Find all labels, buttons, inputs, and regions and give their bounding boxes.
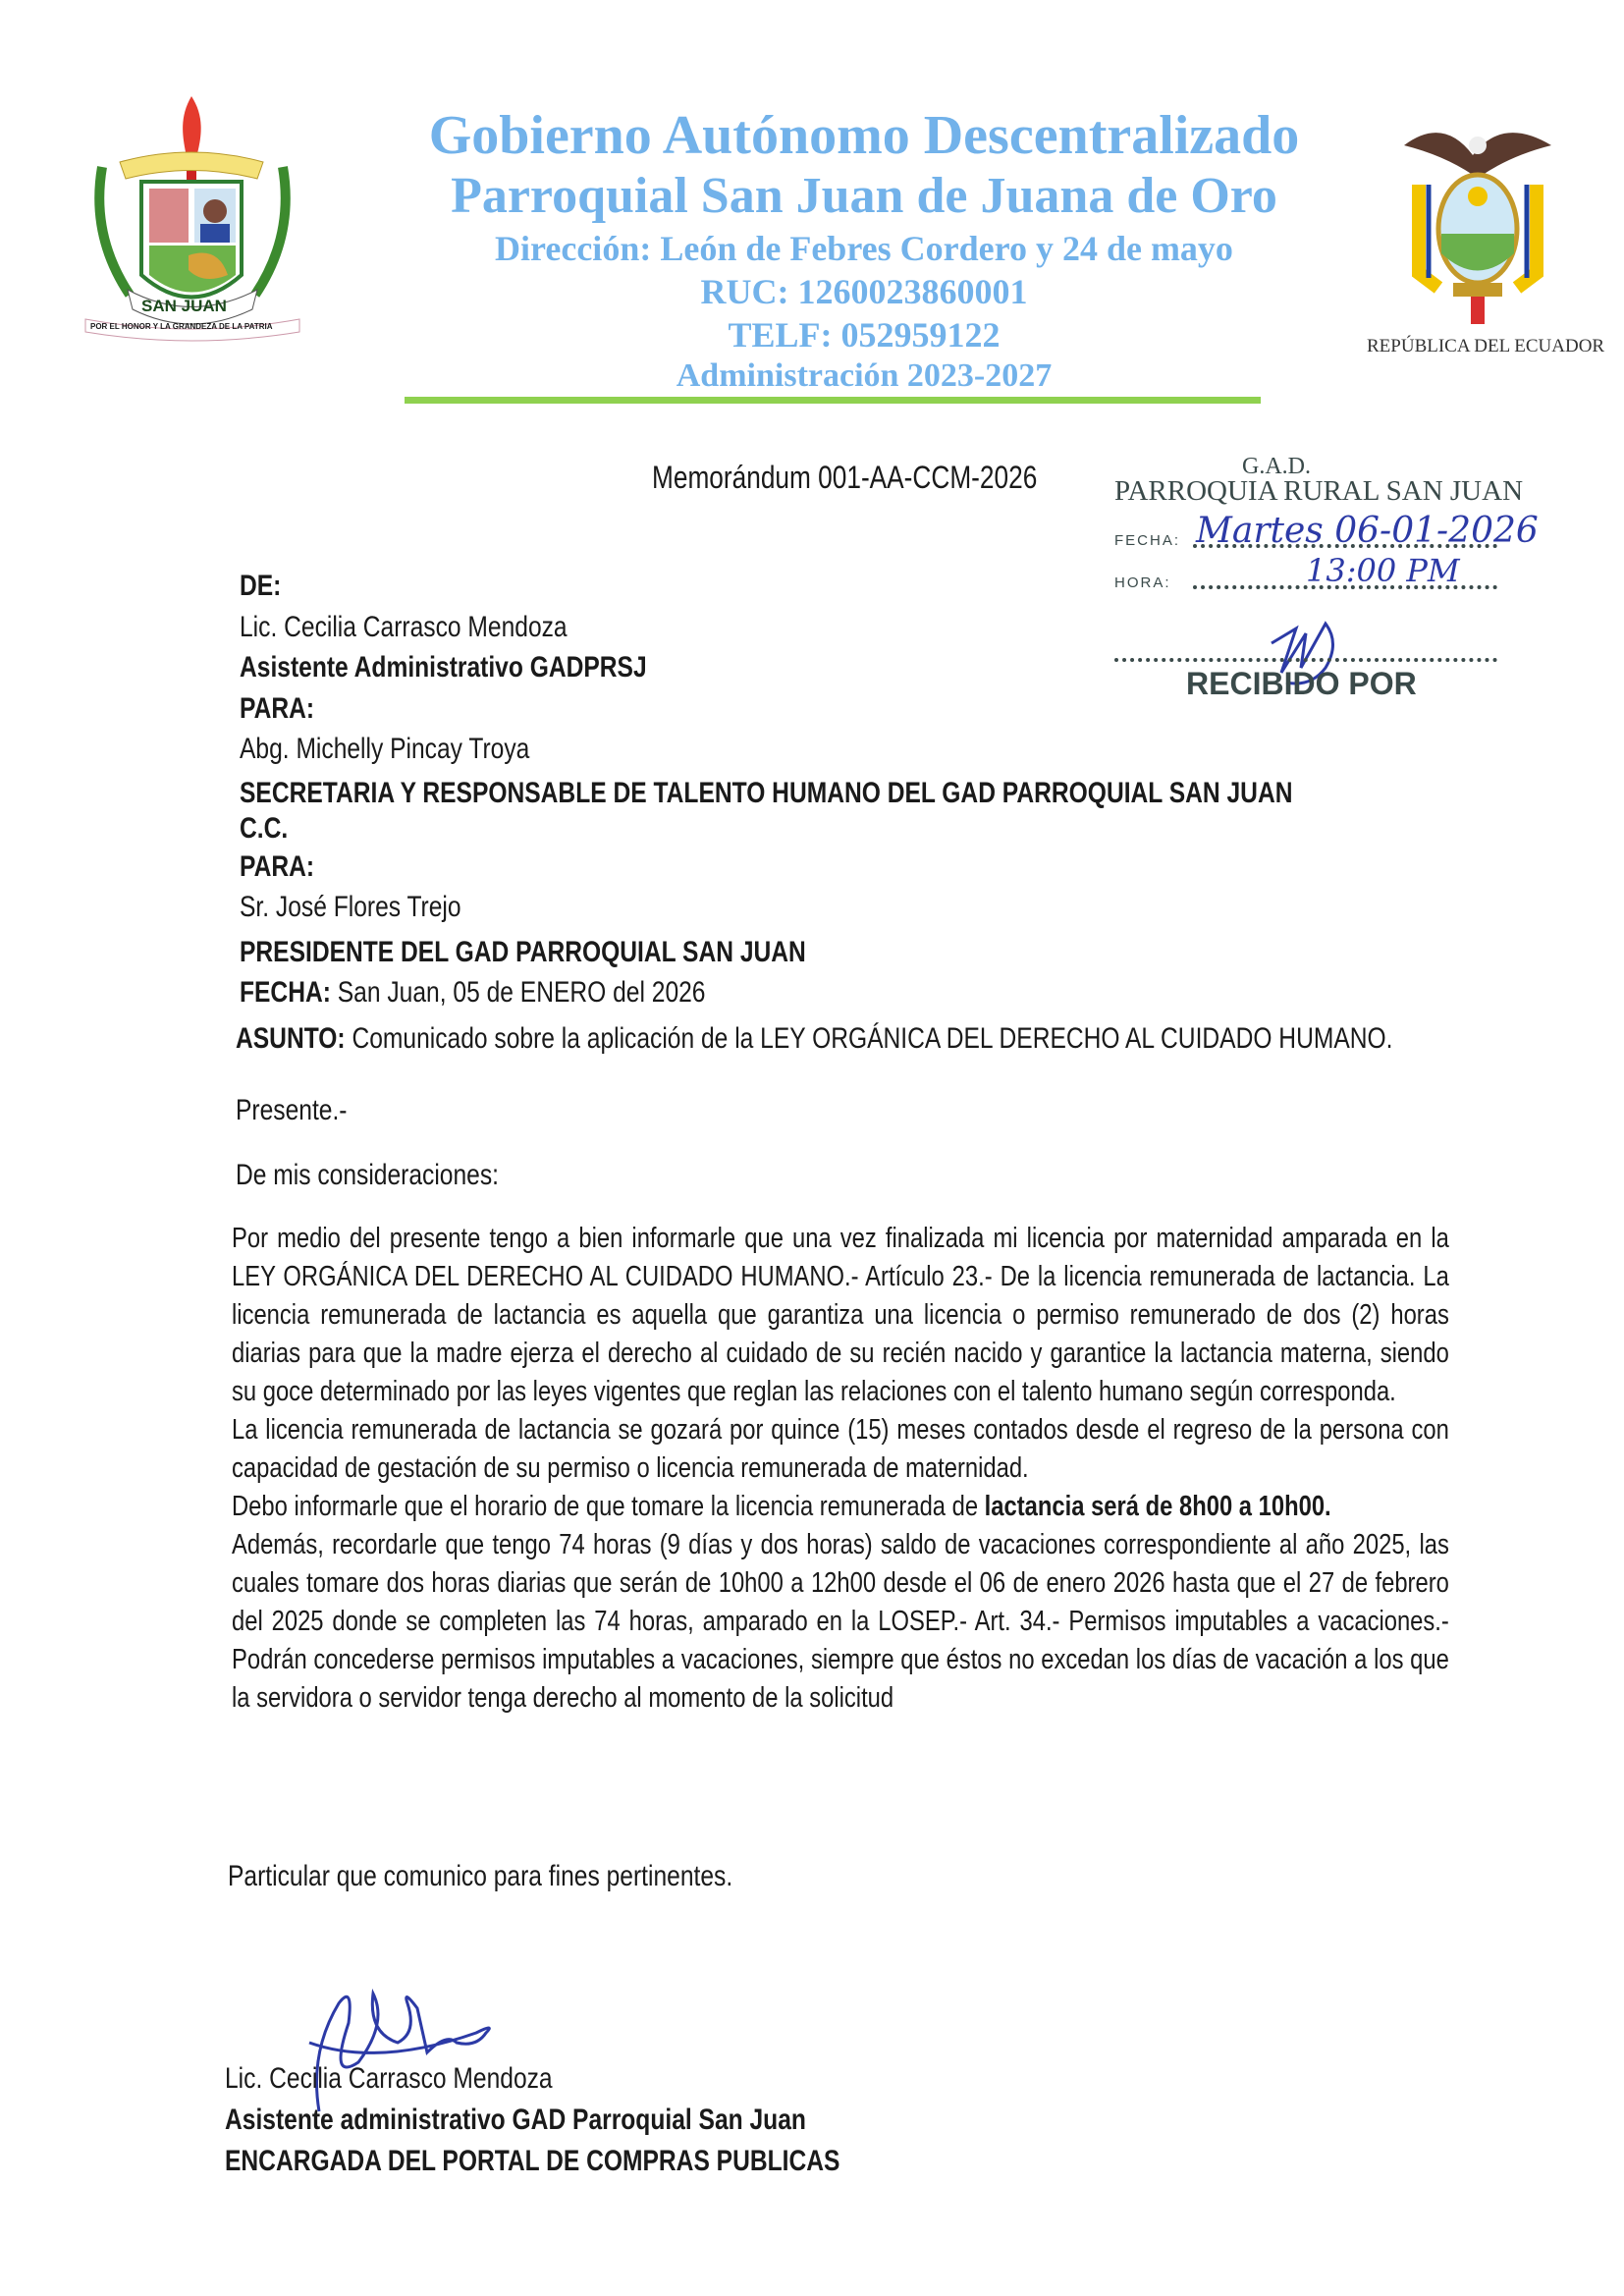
to-name: Abg. Michelly Pincay Troya bbox=[240, 733, 530, 765]
date-label: FECHA: bbox=[240, 976, 331, 1009]
subject-label: ASUNTO: bbox=[236, 1022, 346, 1055]
letterhead-title-line2: Parroquial San Juan de Juana de Oro bbox=[451, 168, 1277, 224]
cc-title: PRESIDENTE DEL GAD PARROQUIAL SAN JUAN bbox=[240, 935, 806, 968]
body-paragraph-4: Además, recordarle que tengo 74 horas (9 días y dos horas) saldo de vacaciones correspondiente al año 2025, las cuales tomare dos horas diarias que serán de 10h00 a 12h00 desde el 06 de enero 2026 hasta que el 27 de febrero del 2025 donde se completen las 74 horas, amparado en la LOSEP.- Art. 34.- Permisos imputables a vacaciones.- Podrán concederse permisos imputables a vacaciones, siempre que éstos no excedan los días de vacación a los que la servidora o servidor tenga derecho al momento de la solicitud bbox=[232, 1529, 1449, 1714]
greeting: De mis consideraciones: bbox=[236, 1159, 499, 1191]
signer-role: ENCARGADA DEL PORTAL DE COMPRAS PUBLICAS bbox=[225, 2145, 840, 2177]
cc-label: C.C. bbox=[240, 811, 289, 845]
presente: Presente.- bbox=[236, 1094, 348, 1126]
body-paragraph-3-bold: lactancia será de 8h00 a 10h00. bbox=[984, 1491, 1331, 1522]
body-paragraph-1: Por medio del presente tengo a bien informarle que una vez finalizada mi licencia por maternidad amparada en la LEY ORGÁNICA DEL DERECHO AL CUIDADO HUMANO.- Artículo 23.- De la licencia remunerada de lactancia. La licencia remunerada de lactancia es aquella que garantiza una licencia o permiso remunerado de dos (2) horas diarias para que la madre ejerza el derecho al cuidado de su recién nacido y garantice la lactancia materna, siendo su goce determinado por las leyes vigentes que reglan las relaciones con el talento humano según corresponda. bbox=[232, 1223, 1449, 1407]
crest-banner-text: SAN JUAN bbox=[141, 297, 227, 315]
subject-value: Comunicado sobre la aplicación de la LEY ORGÁNICA DEL DERECHO AL CUIDADO HUMANO. bbox=[352, 1022, 1393, 1055]
stamp-gad: G.A.D. bbox=[1242, 454, 1311, 479]
from-label: DE: bbox=[240, 570, 282, 602]
crest-motto-text: POR EL HONOR Y LA GRANDEZA DE LA PATRIA bbox=[90, 322, 273, 331]
letterhead-administration: Administración 2023-2027 bbox=[676, 357, 1053, 394]
stamp-date-value: Martes 06-01-2026 bbox=[1196, 511, 1539, 551]
memo-body bbox=[232, 1220, 1449, 1718]
from-name: Lic. Cecilia Carrasco Mendoza bbox=[240, 610, 568, 643]
stamp-time-value: 13:00 PM bbox=[1306, 552, 1460, 589]
parish-crest-logo bbox=[81, 88, 304, 344]
memo-number: Memorándum 001-AA-CCM-2026 bbox=[652, 460, 1038, 495]
body-paragraph-3 bbox=[232, 1488, 1449, 1526]
ecuador-coat-of-arms bbox=[1394, 116, 1561, 327]
letterhead-phone: TELF: 052959122 bbox=[728, 315, 1001, 355]
letterhead-divider bbox=[405, 397, 1261, 404]
stamp-received-by: RECIBIDO POR bbox=[1186, 666, 1417, 701]
stamp-date-label: FECHA: bbox=[1114, 532, 1181, 549]
memo-header-fields bbox=[240, 566, 1292, 1013]
letterhead-address: Dirección: León de Febres Cordero y 24 de mayo bbox=[495, 229, 1233, 268]
to-label: PARA: bbox=[240, 691, 315, 725]
from-title: Asistente Administrativo GADPRSJ bbox=[240, 651, 647, 683]
cc-to-label: PARA: bbox=[240, 849, 315, 883]
signer-name: Lic. Cecilia Carrasco Mendoza bbox=[225, 2062, 553, 2095]
signature-block bbox=[225, 2058, 839, 2182]
body-paragraph-2: La licencia remunerada de lactancia se gozará por quince (15) meses contados desde el regreso de la persona con capacidad de gestación de su permiso o licencia remunerada de maternidad. bbox=[232, 1414, 1449, 1484]
ecuador-caption: REPÚBLICA DEL ECUADOR bbox=[1367, 336, 1605, 356]
stamp-parish: PARROQUIA RURAL SAN JUAN bbox=[1114, 475, 1524, 507]
closing: Particular que comunico para fines pertinentes. bbox=[228, 1860, 733, 1892]
letterhead-title-line1: Gobierno Autónomo Descentralizado bbox=[428, 105, 1300, 166]
signer-title: Asistente administrativo GAD Parroquial San Juan bbox=[225, 2104, 806, 2136]
cc-name: Sr. José Flores Trejo bbox=[240, 891, 461, 923]
stamp-time-label: HORA: bbox=[1114, 574, 1171, 591]
letterhead-ruc: RUC: 1260023860001 bbox=[700, 272, 1028, 311]
to-title: SECRETARIA Y RESPONSABLE DE TALENTO HUMANO DEL GAD PARROQUIAL SAN JUAN bbox=[240, 776, 1293, 809]
body-paragraph-3-text: Debo informarle que el horario de que tomare la licencia remunerada de bbox=[232, 1491, 985, 1522]
date-value: San Juan, 05 de ENERO del 2026 bbox=[337, 976, 706, 1009]
date-row bbox=[240, 972, 1292, 1013]
subject-row bbox=[236, 1021, 1453, 1057]
